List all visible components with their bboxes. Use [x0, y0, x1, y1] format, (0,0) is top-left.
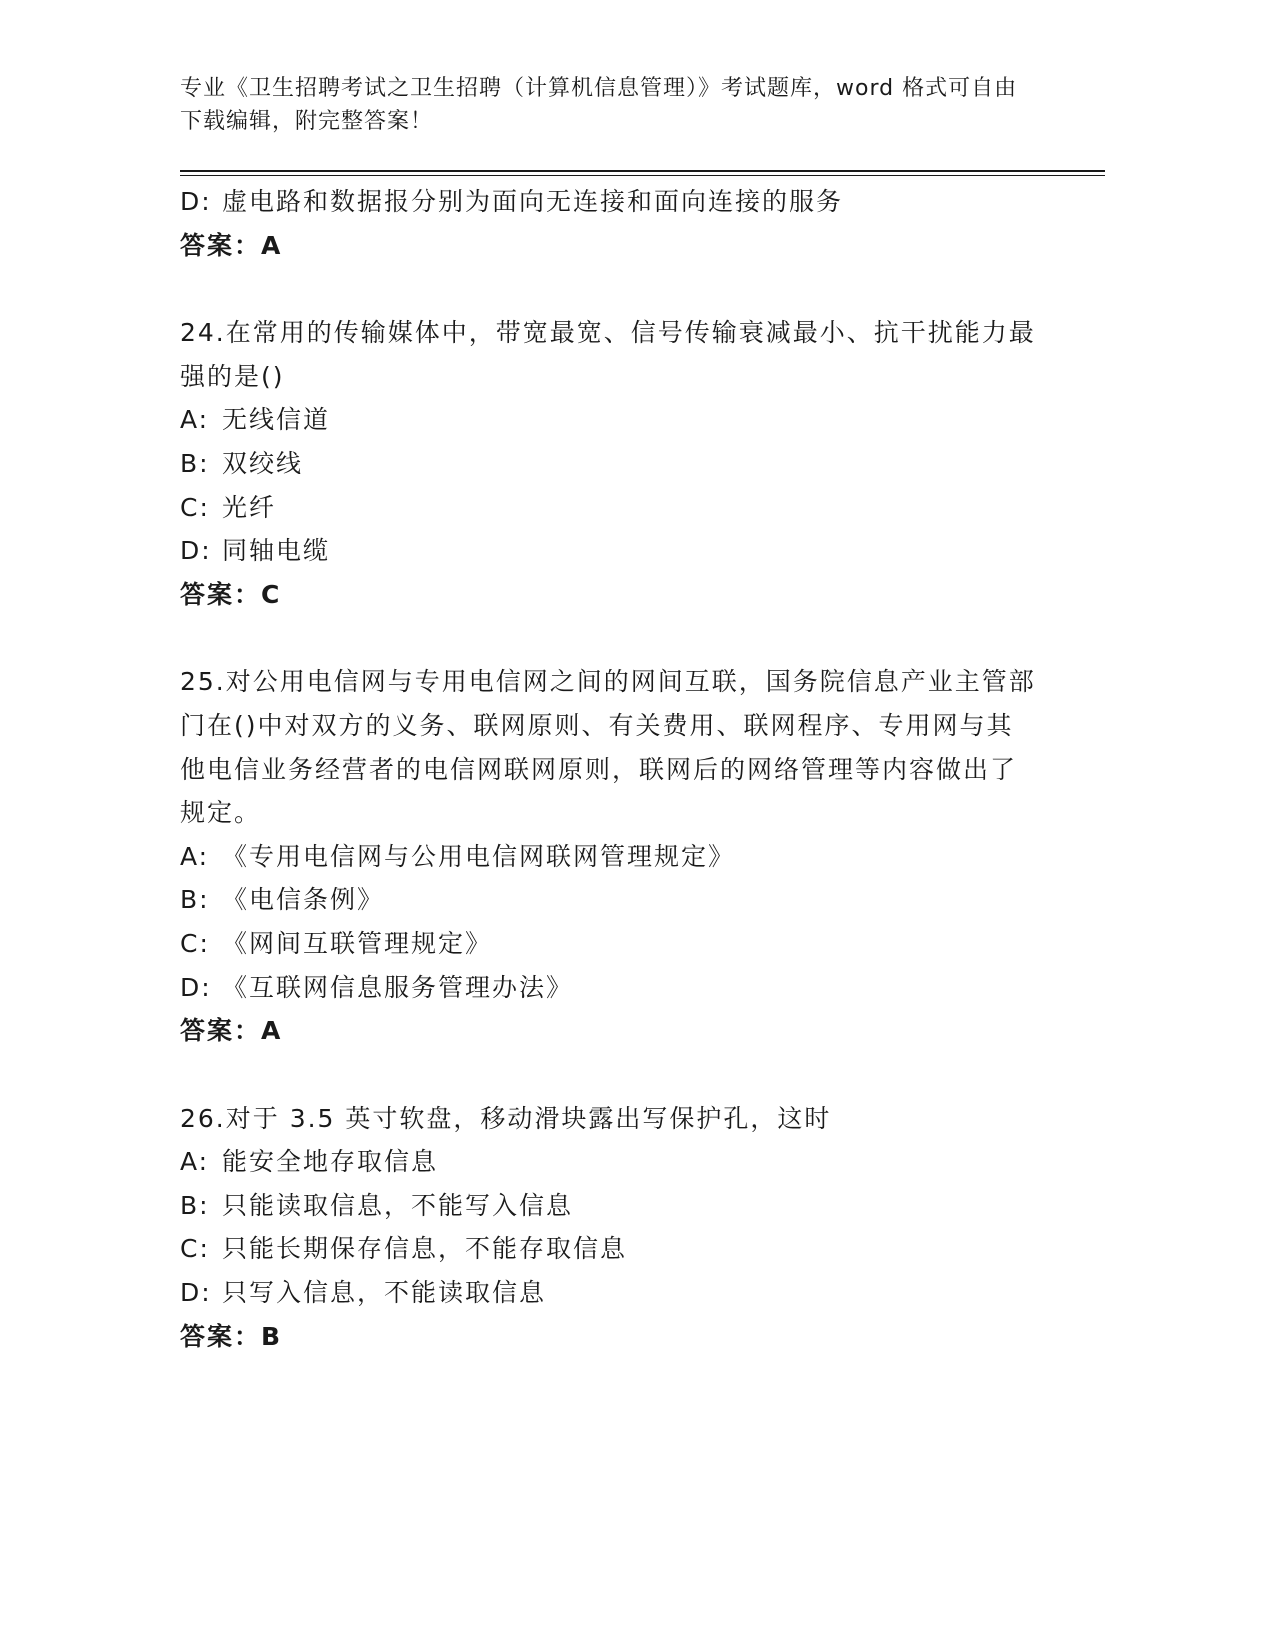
- prev-option-d: [180, 180, 1040, 224]
- option-label: A:: [180, 1147, 210, 1177]
- question-content: [180, 180, 1040, 1358]
- option-text: 只能长期保存信息，不能存取信息: [222, 1234, 628, 1264]
- question-26-stem: 26.对于 3.5 英寸软盘，移动滑块露出写保护孔，这时: [180, 1103, 832, 1133]
- question-24-option-b: [180, 442, 1040, 486]
- option-label: A:: [180, 405, 210, 435]
- option-label: D:: [180, 1278, 212, 1308]
- option-text: 《电信条例》: [222, 885, 385, 915]
- question-26-option-b: [180, 1184, 1040, 1228]
- option-label: C:: [180, 492, 210, 522]
- option-text: 无线信道: [222, 405, 331, 435]
- question-24-option-a: [180, 398, 1040, 442]
- question-24-stem: 24.在常用的传输媒体中，带宽最宽、信号传输衰减最小、抗干扰能力最强的是(): [180, 318, 1036, 391]
- question-25-option-d: [180, 966, 1040, 1010]
- question-25-stem: 25.对公用电信网与专用电信网之间的网间互联，国务院信息产业主管部门在()中对双方的义务、联网原则、有关费用、联网程序、专用网与其他电信业务经营者的电信网联网原则，联网后的网络管理等内容做出了规定。: [180, 667, 1036, 828]
- option-text: 《网间互联管理规定》: [222, 928, 493, 958]
- question-25-answer: 答案：A: [180, 1016, 283, 1046]
- question-26-answer: 答案：B: [180, 1321, 283, 1351]
- option-label: C:: [180, 1234, 210, 1264]
- option-text: 双绞线: [222, 448, 304, 478]
- header-rule-thick: [180, 170, 1105, 172]
- option-text: 《互联网信息服务管理办法》: [222, 972, 574, 1002]
- spacer: [180, 267, 1040, 311]
- option-label: D:: [180, 972, 212, 1002]
- prev-answer: 答案：A: [180, 230, 283, 260]
- question-26-option-d: [180, 1271, 1040, 1315]
- question-24-option-c: [180, 486, 1040, 530]
- question-25-option-a: [180, 835, 1040, 879]
- option-label: B:: [180, 885, 210, 915]
- question-26-option-c: [180, 1227, 1040, 1271]
- option-text: 同轴电缆: [222, 536, 331, 566]
- question-25-option-c: [180, 922, 1040, 966]
- option-text: 只能读取信息，不能写入信息: [222, 1190, 574, 1220]
- question-26-option-a: [180, 1140, 1040, 1184]
- spacer: [180, 1053, 1040, 1097]
- option-text: 虚电路和数据报分别为面向无连接和面向连接的服务: [222, 187, 844, 216]
- page-header: 专业《卫生招聘考试之卫生招聘（计算机信息管理）》考试题库，word 格式可自由下载编辑，附完整答案！: [180, 76, 1018, 134]
- option-text: 只写入信息，不能读取信息: [222, 1278, 547, 1308]
- header-rule-thin: [180, 175, 1105, 176]
- option-text: 光纤: [222, 492, 277, 522]
- question-24-answer: 答案：C: [180, 579, 282, 609]
- question-25-option-b: [180, 878, 1040, 922]
- option-label: A:: [180, 841, 210, 871]
- option-label: D:: [180, 536, 212, 566]
- option-text: 《专用电信网与公用电信网联网管理规定》: [222, 841, 736, 871]
- option-label: B:: [180, 448, 210, 478]
- option-label: C:: [180, 928, 210, 958]
- question-24-option-d: [180, 529, 1040, 573]
- option-label: D:: [180, 187, 212, 216]
- option-label: B:: [180, 1190, 210, 1220]
- option-text: 能安全地存取信息: [222, 1147, 439, 1177]
- spacer: [180, 616, 1040, 660]
